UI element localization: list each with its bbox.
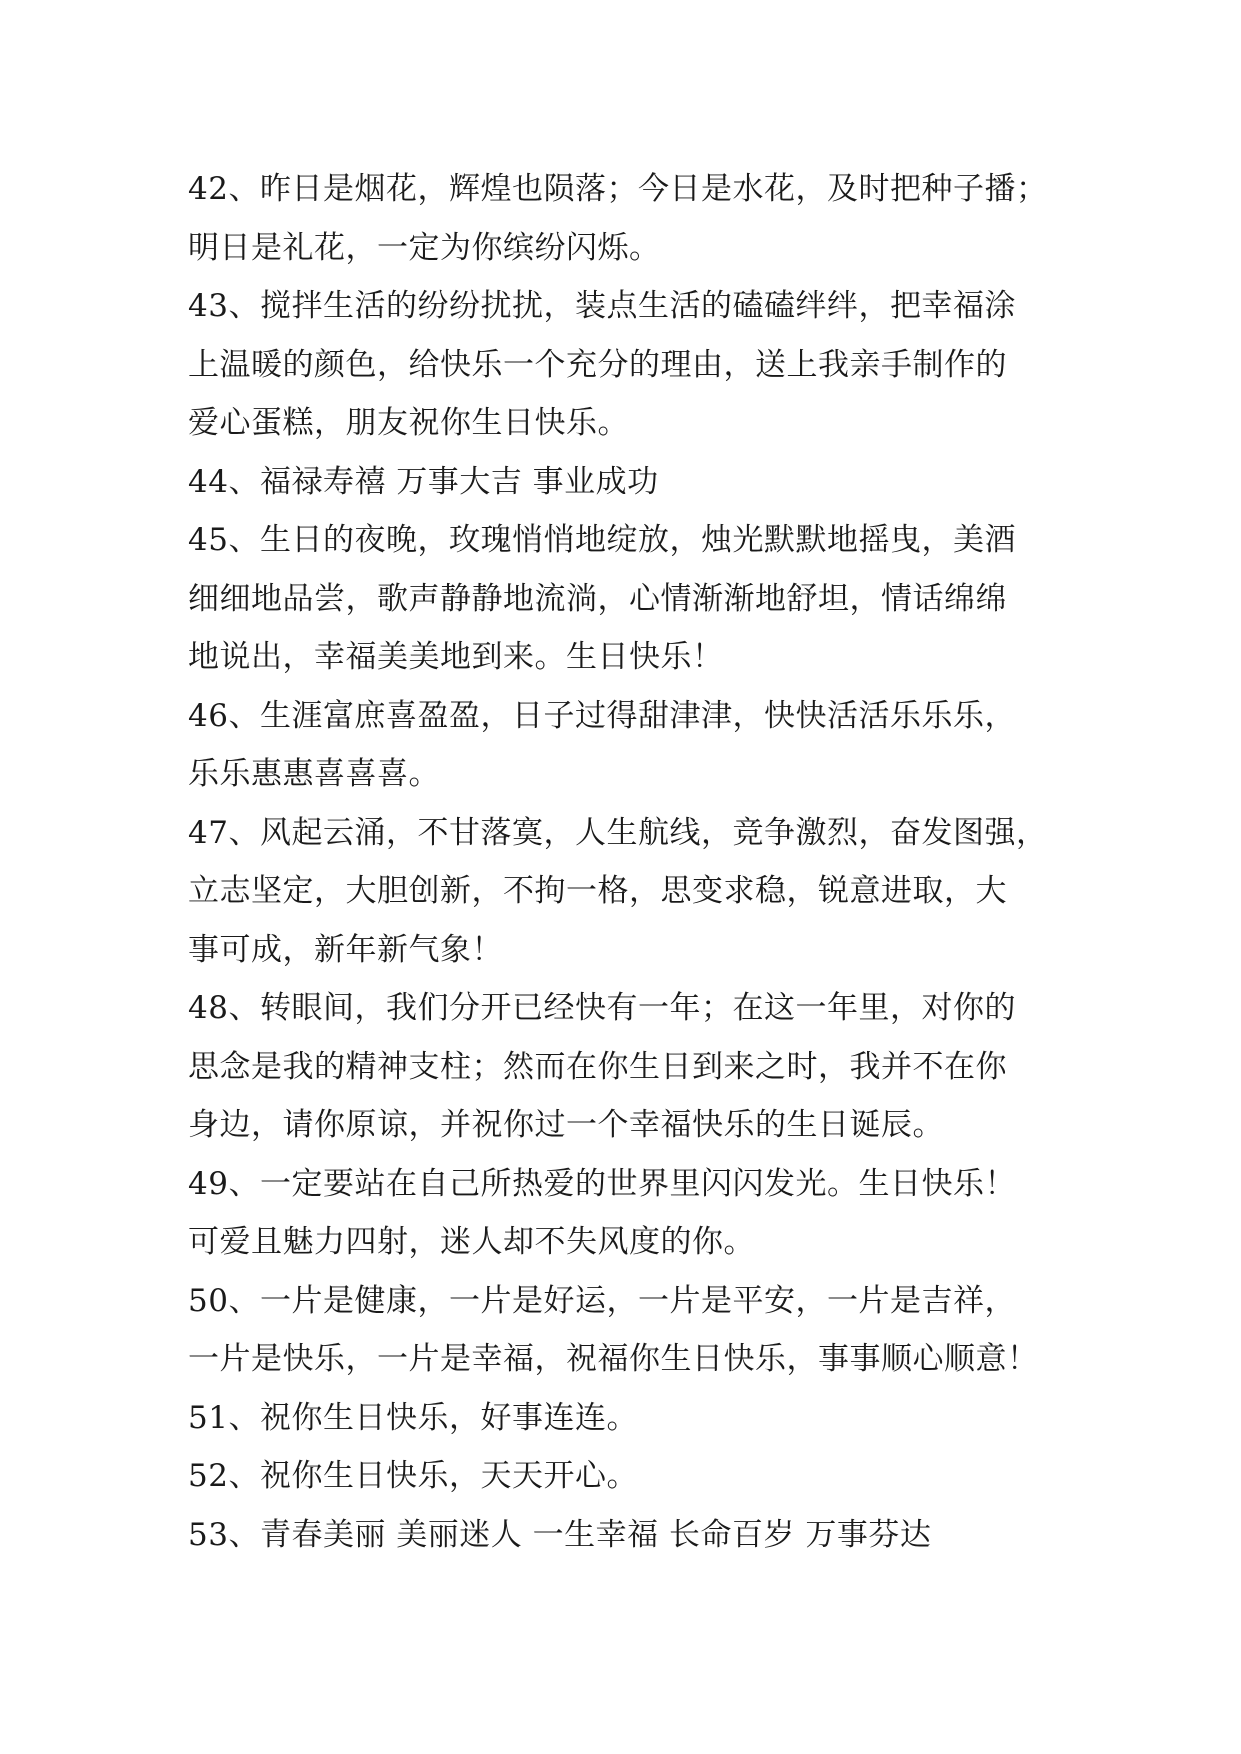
document-body: [188, 160, 1088, 1564]
text-line: 身边，请你原谅，并祝你过一个幸福快乐的生日诞辰。: [188, 1107, 944, 1143]
text-line: 明日是礼花，一定为你缤纷闪烁。: [188, 229, 661, 266]
text-line: 44、福禄寿禧 万事大吉 事业成功: [188, 463, 659, 500]
text-line: 45、生日的夜晚，玫瑰悄悄地绽放，烛光默默地摇曳，美酒: [188, 522, 1016, 558]
text-line: 事可成，新年新气象！: [188, 931, 503, 968]
text-line: 52、祝你生日快乐，天天开心。: [188, 1458, 638, 1494]
text-line: 49、一定要站在自己所热爱的世界里闪闪发光。生日快乐！: [188, 1165, 1016, 1202]
text-line: 51、祝你生日快乐，好事连连。: [188, 1399, 638, 1436]
text-line: 立志坚定，大胆创新，不拘一格，思变求稳，锐意进取，大: [188, 873, 1007, 909]
text-line: 50、一片是健康，一片是好运，一片是平安，一片是吉祥，: [188, 1282, 1016, 1319]
text-line: 47、风起云涌，不甘落寞，人生航线，竞争激烈，奋发图强，: [188, 814, 1048, 851]
text-line: 可爱且魅力四射，迷人却不失风度的你。: [188, 1224, 755, 1260]
text-line: 乐乐惠惠喜喜喜。: [188, 756, 440, 792]
text-line: 细细地品尝，歌声静静地流淌，心情渐渐地舒坦，情话绵绵: [188, 580, 1007, 617]
text-line: 上温暖的颜色，给快乐一个充分的理由，送上我亲手制作的: [188, 346, 1007, 383]
text-line: 一片是快乐，一片是幸福，祝福你生日快乐，事事顺心顺意！: [188, 1341, 1039, 1377]
text-line: 42、昨日是烟花，辉煌也陨落；今日是水花，及时把种子播；: [188, 171, 1048, 207]
text-line: 思念是我的精神支柱；然而在你生日到来之时，我并不在你: [188, 1048, 1007, 1085]
text-line: 53、青春美丽 美丽迷人 一生幸福 长命百岁 万事芬达: [188, 1516, 932, 1553]
text-line: 43、搅拌生活的纷纷扰扰，装点生活的磕磕绊绊，把幸福涂: [188, 288, 1016, 324]
text-line: 地说出，幸福美美地到来。生日快乐！: [188, 639, 724, 675]
text-line: 46、生涯富庶喜盈盈，日子过得甜津津，快快活活乐乐乐，: [188, 697, 1016, 734]
text-line: 48、转眼间，我们分开已经快有一年；在这一年里，对你的: [188, 990, 1016, 1026]
text-line: 爱心蛋糕，朋友祝你生日快乐。: [188, 405, 629, 441]
